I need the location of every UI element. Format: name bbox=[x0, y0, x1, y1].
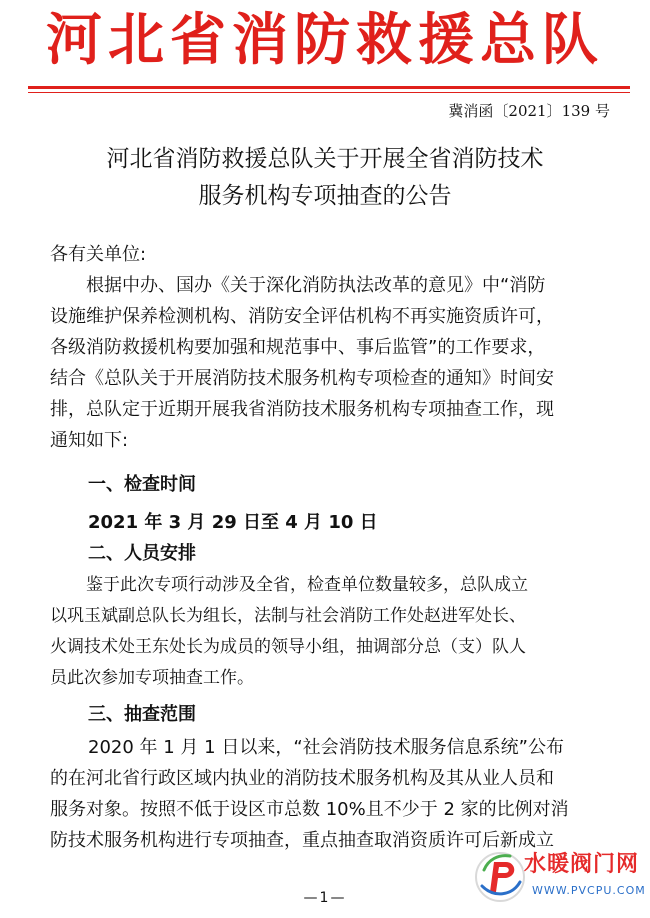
issuing-org-header: 河北省消防救援总队 bbox=[46, 7, 604, 73]
paragraph-line: 各级消防救援机构要加强和规范事中、事后监管”的工作要求， bbox=[50, 337, 546, 358]
paragraph-personnel bbox=[50, 570, 602, 694]
paragraph-line: 防技术服务机构进行专项抽查，重点抽查取消资质许可后新成立 bbox=[50, 830, 554, 851]
page-number: —1— bbox=[303, 890, 347, 906]
paragraph-line: 员此次参加专项抽查工作。 bbox=[50, 668, 254, 688]
watermark-site-name: 水暖阀门网 bbox=[524, 852, 640, 877]
paragraph-line: 服务对象。按照不低于设区市总数 10%且不少于 2 家的比例对消 bbox=[50, 799, 569, 820]
header-rule-thick bbox=[28, 86, 630, 89]
document-number: 冀消函〔2021〕139 号 bbox=[448, 102, 610, 120]
section-heading-personnel: 二、人员安排 bbox=[88, 543, 196, 564]
paragraph-line: 2020 年 1 月 1 日以来，“社会消防技术服务信息系统”公布 bbox=[88, 737, 564, 758]
paragraph-line: 通知如下: bbox=[50, 430, 129, 451]
document-title-line: 河北省消防救援总队关于开展全省消防技术 bbox=[106, 146, 544, 172]
paragraph-line: 的在河北省行政区域内执业的消防技术服务机构及其从业人员和 bbox=[50, 768, 554, 789]
paragraph-intro bbox=[50, 270, 602, 456]
paragraph-line: 结合《总队关于开展消防技术服务机构专项检查的通知》时间安 bbox=[50, 368, 554, 389]
paragraph-line: 排，总队定于近期开展我省消防技术服务机构专项抽查工作，现 bbox=[50, 399, 554, 420]
pvcpu-logo-icon bbox=[472, 846, 528, 908]
paragraph-line: 设施维护保养检测机构、消防安全评估机构不再实施资质许可， bbox=[50, 306, 554, 327]
section-heading-inspection-time: 一、检查时间 bbox=[88, 474, 196, 495]
paragraph-line: 鉴于此次专项行动涉及全省，检查单位数量较多，总队成立 bbox=[86, 575, 528, 595]
inspection-date-range: 2021 年 3 月 29 日至 4 月 10 日 bbox=[88, 512, 378, 533]
section-heading-scope: 三、抽查范围 bbox=[88, 704, 196, 725]
paragraph-line: 以巩玉斌副总队长为组长，法制与社会消防工作处赵进军处长、 bbox=[50, 606, 526, 626]
site-watermark bbox=[472, 846, 644, 912]
paragraph-line: 根据中办、国办《关于深化消防执法改革的意见》中“消防 bbox=[86, 275, 546, 296]
document-title-line: 服务机构专项抽查的公告 bbox=[198, 183, 452, 209]
salutation: 各有关单位: bbox=[50, 244, 147, 265]
header-rule-thin bbox=[28, 92, 630, 93]
paragraph-line: 火调技术处王东处长为成员的领导小组，抽调部分总（支）队人 bbox=[50, 637, 526, 657]
watermark-url: WWW.PVCPU.COM bbox=[532, 884, 646, 897]
paragraph-scope bbox=[50, 732, 602, 856]
document-title bbox=[20, 141, 630, 215]
